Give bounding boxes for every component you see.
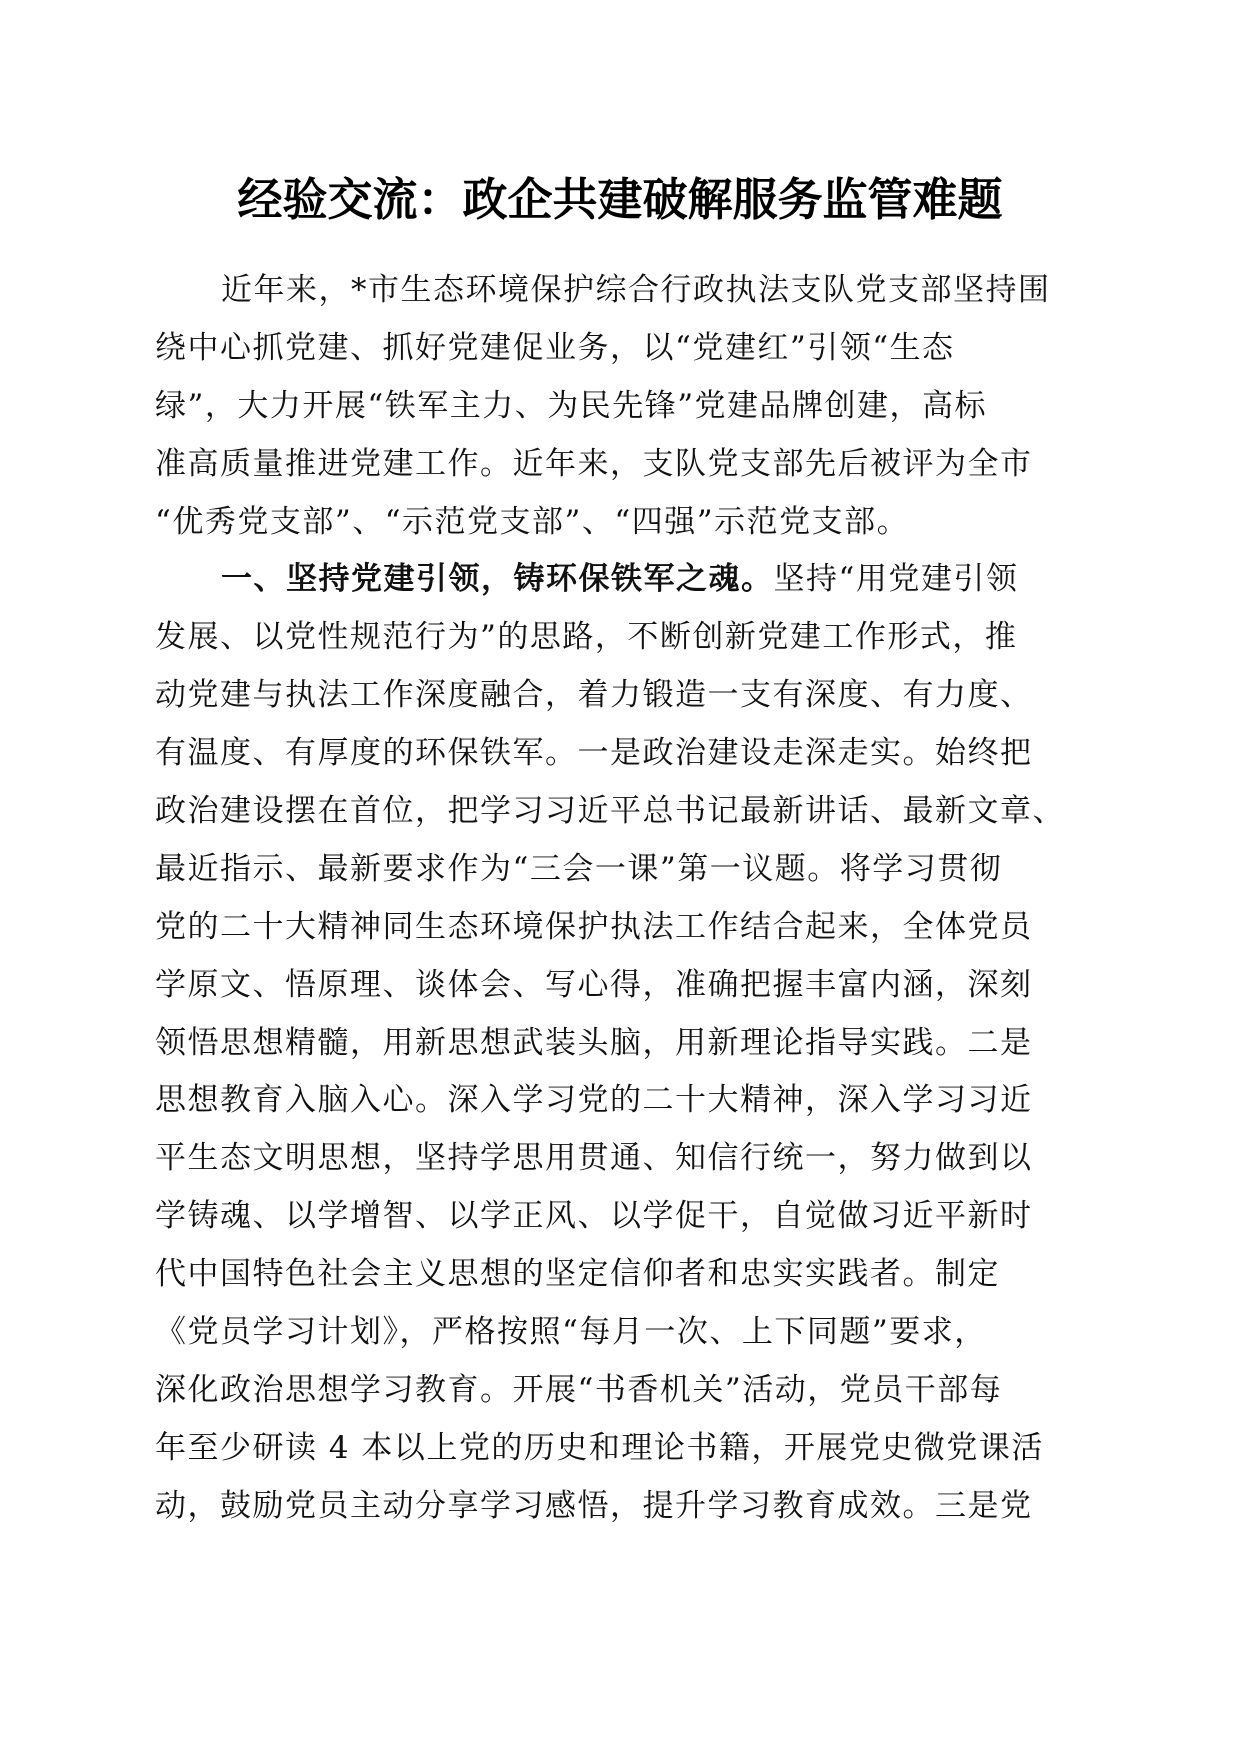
text-line: 政治建设摆在首位，把学习习近平总书记最新讲话、最新文章、	[155, 793, 1065, 830]
text-line: “优秀党支部”、“示范党支部”、“四强”示范党支部。	[155, 503, 910, 540]
text-line: 深化政治思想学习教育。开展“书香机关”活动，党员干部每	[155, 1371, 1003, 1408]
text-line: 党的二十大精神同生态环境保护执法工作结合起来，全体党员	[155, 908, 1033, 945]
document-body	[155, 262, 1090, 1536]
text-line: 《党员学习计划》，严格按照“每月一次、上下同题”要求，	[155, 1314, 987, 1351]
text-line: 近年来，*市生态环境保护综合行政执法支队党支部坚持围	[221, 272, 1051, 308]
text-line: 动党建与执法工作深度融合，着力锻造一支有深度、有力度、	[155, 677, 1033, 714]
text-line: 年至少研读 4 本以上党的历史和理论书籍，开展党史微党课活	[155, 1429, 1044, 1466]
text-line: 学铸魂、以学增智、以学正风、以学促干，自觉做习近平新时	[155, 1198, 1033, 1235]
intro-paragraph	[155, 262, 1090, 551]
text-line: 代中国特色社会主义思想的坚定信仰者和忠实实践者。制定	[155, 1256, 1000, 1293]
text-line: 绕中心抓党建、抓好党建促业务，以“党建红”引领“生态	[155, 329, 955, 366]
text-line: 动，鼓励党员主动分享学习感悟，提升学习教育成效。三是党	[155, 1487, 1033, 1524]
text-line: 绿”，大力开展“铁军主力、为民先锋”党建品牌创建，高标	[155, 387, 988, 424]
text-line: 领悟思想精髓，用新思想武装头脑，用新理论指导实践。二是	[155, 1024, 1033, 1061]
text-line: 学原文、悟原理、谈体会、写心得，准确把握丰富内涵，深刻	[155, 966, 1033, 1003]
text-line: 有温度、有厚度的环保铁军。一是政治建设走深走实。始终把	[155, 735, 1033, 772]
section-one-paragraph	[155, 551, 1090, 1535]
text-line: 思想教育入脑入心。深入学习党的二十大精神，深入学习习近	[155, 1082, 1033, 1119]
text-line: 平生态文明思想，坚持学思用贯通、知信行统一，努力做到以	[155, 1140, 1033, 1177]
text-line: 准高质量推进党建工作。近年来，支队党支部先后被评为全市	[155, 445, 1033, 482]
text-line: 最近指示、最新要求作为“三会一课”第一议题。将学习贯彻	[155, 850, 1003, 887]
text-run: 坚持“用党建引领	[773, 561, 1019, 598]
text-line	[155, 551, 1090, 609]
document-title: 经验交流：政企共建破解服务监管难题	[237, 173, 1003, 226]
text-line: 发展、以党性规范行为”的思路，不断创新党建工作形式，推	[155, 619, 1018, 656]
section-heading: 一、坚持党建引领，铸环保铁军之魂。	[221, 561, 774, 598]
